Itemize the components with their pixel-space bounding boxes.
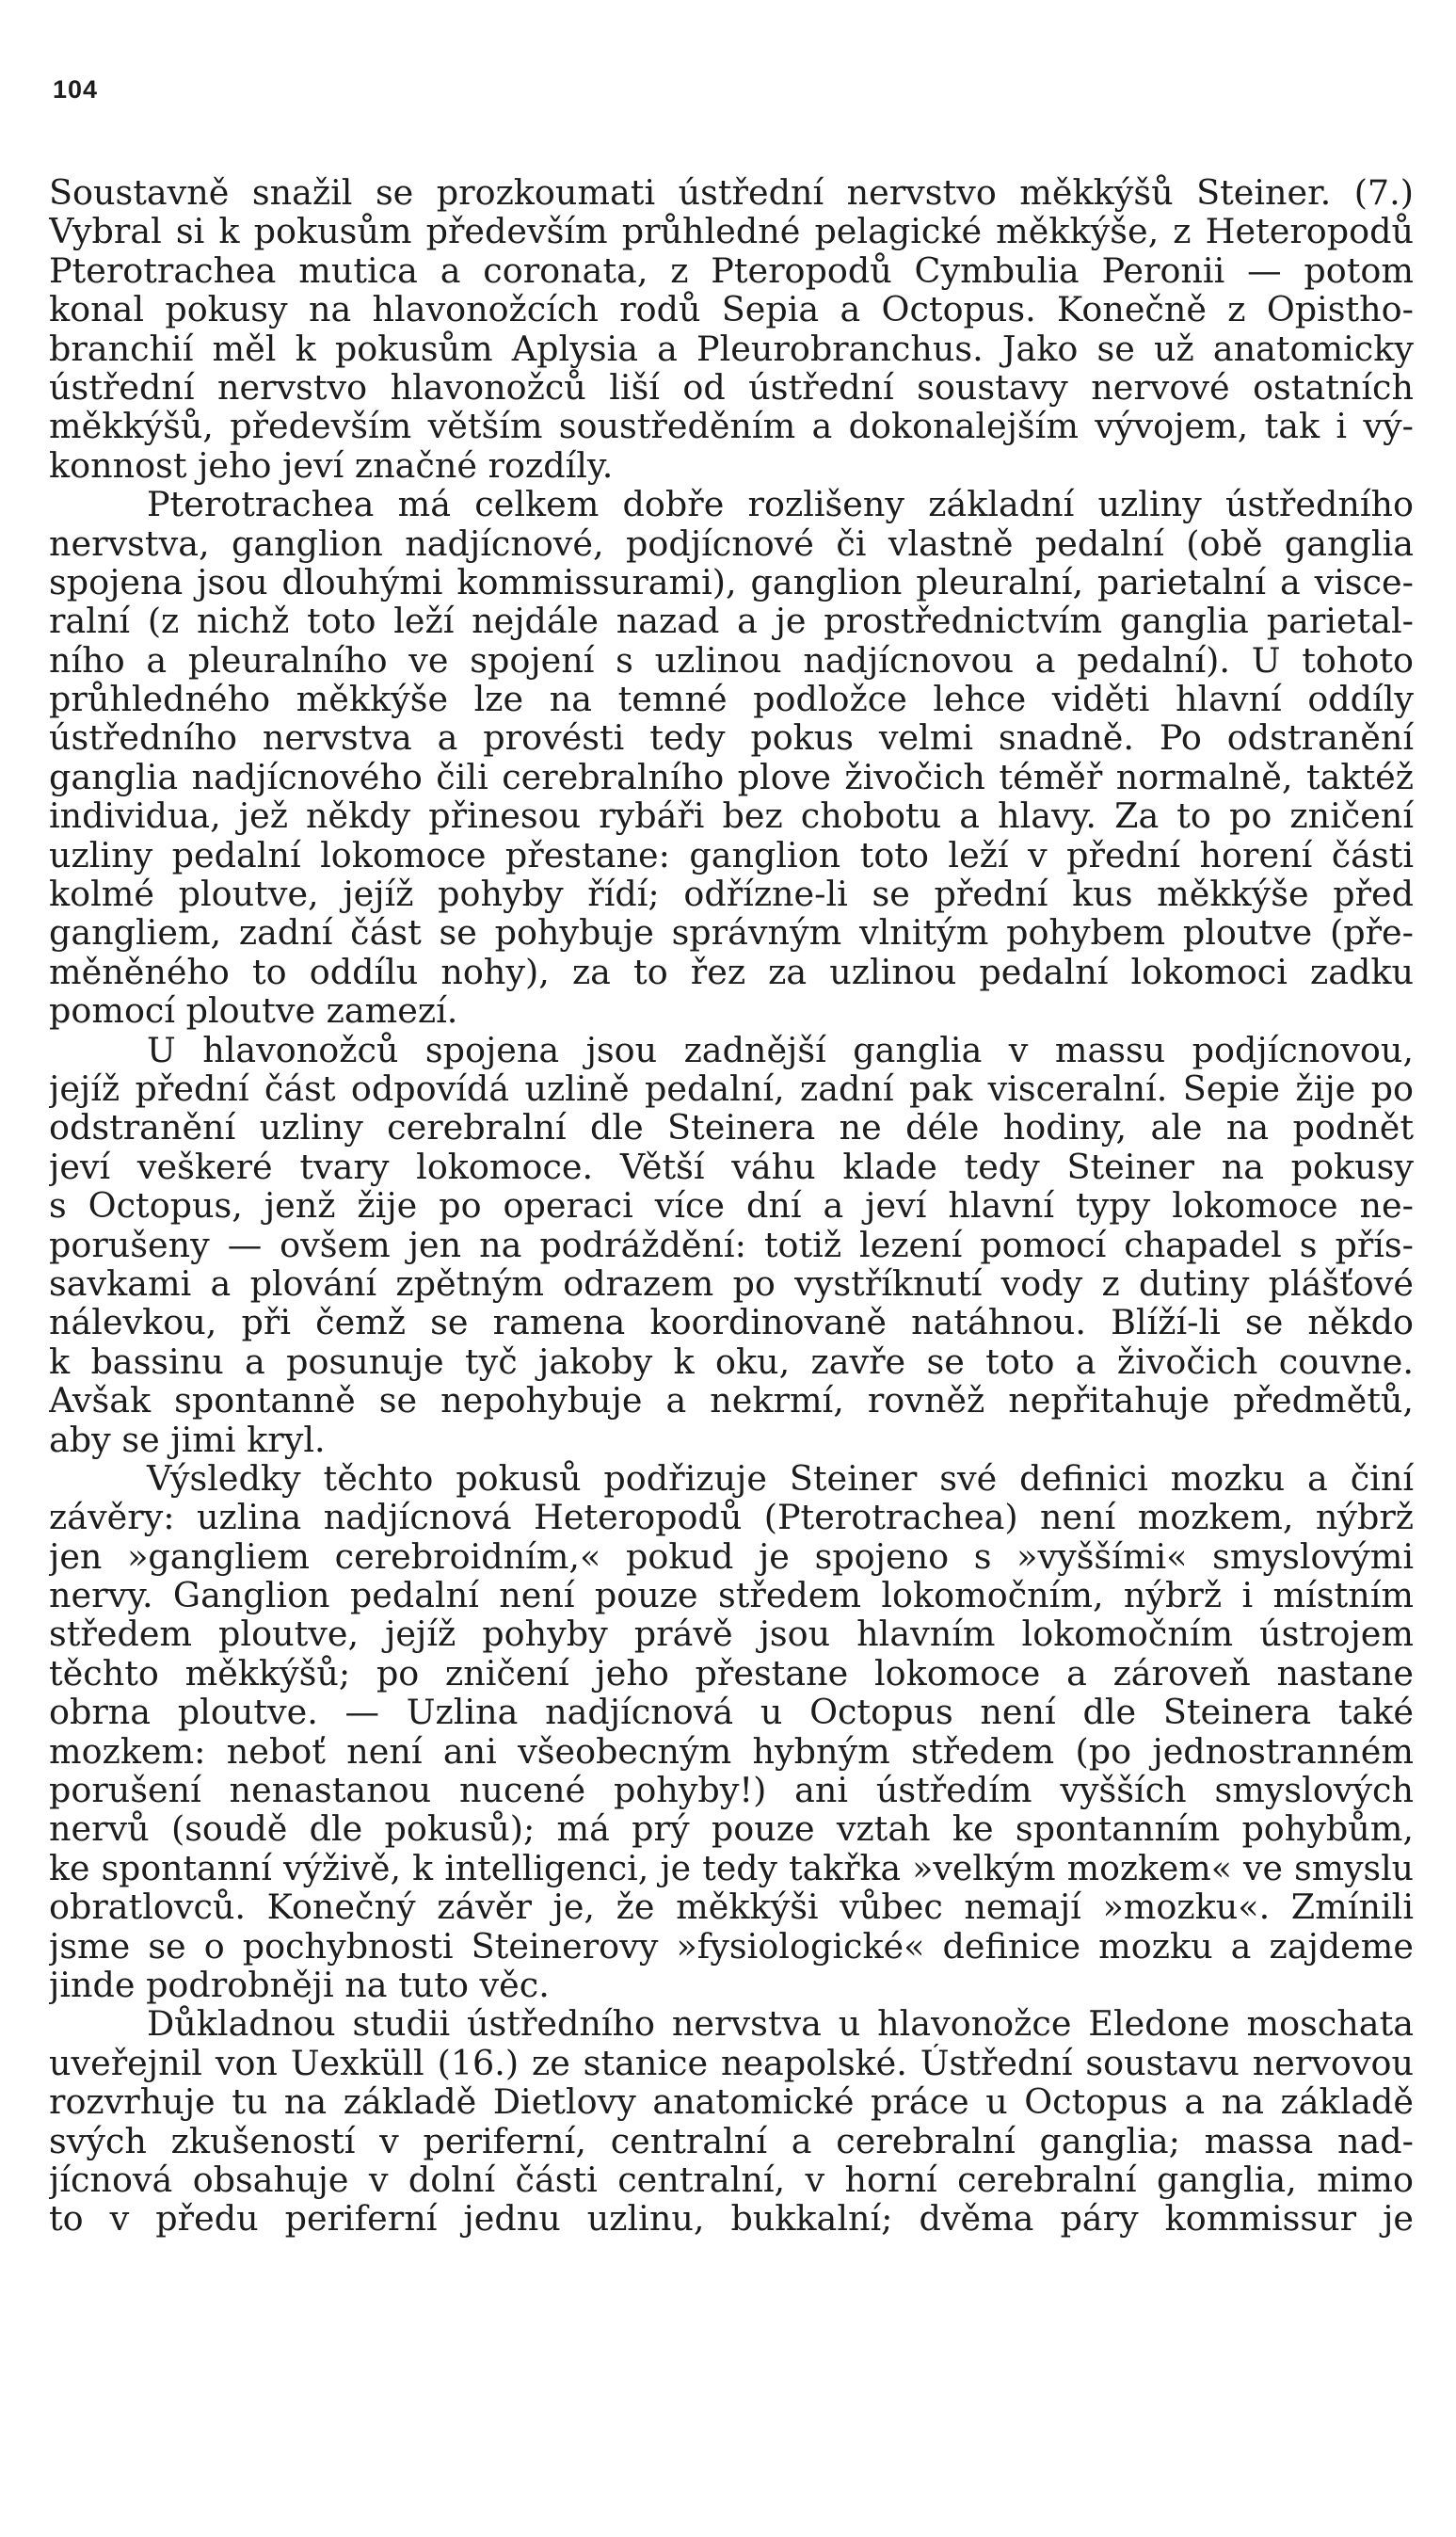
text-line: jinde podrobněji na tuto věc. bbox=[49, 1965, 550, 2005]
text-line: konal pokusy na hlavonožcích rodů Sepia a Octopus. Konečně z Opistho- bbox=[49, 290, 1414, 329]
text-line: k bassinu a posunuje tyč jakoby k oku, zavře se toto a živočich couvne. bbox=[49, 1341, 1414, 1382]
body-text bbox=[49, 173, 1414, 2239]
text-line: Důkladnou studii ústředního nervstva u hlavonožce Eledone moschata bbox=[147, 2004, 1414, 2044]
text-line: porušení nenastanou nucené pohyby!) ani ústředím vyšších smyslových bbox=[49, 1771, 1414, 1810]
text-line: Výsledky těchto pokusů podřizuje Steiner své definici mozku a činí bbox=[147, 1458, 1414, 1499]
text-line: porušeny — ovšem jen na podráždění: totiž lezení pomocí chapadel s přís- bbox=[49, 1225, 1414, 1264]
paragraph bbox=[49, 173, 1414, 485]
text-line: nervů (soudě dle pokusů); má prý pouze vztah ke spontanním pohybům, bbox=[49, 1809, 1414, 1849]
text-line: aby se jimi kryl. bbox=[49, 1420, 326, 1459]
text-line: jsme se o pochybnosti Steinerovy »fysiologické« definice mozku a zajdeme bbox=[49, 1926, 1414, 1966]
text-line: ústřední nervstvo hlavonožců liší od ústřední soustavy nervové ostatních bbox=[49, 367, 1414, 408]
text-line: ústředního nervstva a provésti tedy pokus velmi snadně. Po odstranění bbox=[49, 718, 1414, 758]
page-number: 104 bbox=[53, 75, 99, 104]
paragraph bbox=[49, 1031, 1414, 1459]
text-line: gangliem, zadní část se pohybuje správným vlnitým pohybem ploutve (pře- bbox=[49, 913, 1414, 953]
paragraph bbox=[49, 485, 1414, 1030]
paragraph bbox=[49, 1459, 1414, 2004]
text-line: pomocí ploutve zamezí. bbox=[49, 991, 458, 1031]
text-line: ke spontanní výživě, k intelligenci, je tedy takřka »velkým mozkem« ve smyslu bbox=[49, 1848, 1414, 1888]
text-line: nálevkou, při čemž se ramena koordinovaně natáhnou. Blíží-li se někdo bbox=[49, 1303, 1414, 1342]
text-line: Soustavně snažil se prozkoumati ústřední nervstvo měkkýšů Steiner. (7.) bbox=[49, 173, 1414, 213]
text-line: nervy. Ganglion pedalní není pouze středem lokomočním, nýbrž i místním bbox=[49, 1576, 1414, 1615]
text-line: individua, jež někdy přinesou rybáři bez chobotu a hlavy. Za to po zničení bbox=[49, 796, 1414, 836]
text-line: to v předu periferní jednu uzlinu, bukkalní; dvěma páry kommissur je bbox=[49, 2199, 1414, 2239]
text-line: jejíž přední část odpovídá uzlině pedalní, zadní pak visceralní. Sepie žije po bbox=[49, 1068, 1414, 1109]
text-line: uveřejnil von Uexküll (16.) ze stanice neapolské. Ústřední soustavu nervovou bbox=[49, 2043, 1414, 2083]
text-line: svých zkušeností v periferní, centralní a cerebralní ganglia; massa nad- bbox=[49, 2121, 1414, 2160]
text-line: závěry: uzlina nadjícnová Heteropodů (Pterotrachea) není mozkem, nýbrž bbox=[49, 1498, 1414, 1537]
text-line: branchií měl k pokusům Aplysia a Pleurobranchus. Jako se už anatomicky bbox=[49, 329, 1414, 368]
text-line: mozkem: neboť není ani všeobecným hybným středem (po jednostranném bbox=[49, 1731, 1414, 1772]
text-line: Vybral si k pokusům především průhledné pelagické měkkýše, z Heteropodů bbox=[49, 212, 1414, 251]
text-line: měněného to oddílu nohy), za to řez za uzlinou pedalní lokomoci zadku bbox=[49, 952, 1414, 992]
text-line: obratlovců. Konečný závěr je, že měkkýši vůbec nemají »mozku«. Zmínili bbox=[49, 1887, 1414, 1927]
text-line: konnost jeho jeví značné rozdíly. bbox=[49, 445, 614, 486]
text-line: jícnová obsahuje v dolní části centralní, v horní cerebralní ganglia, mimo bbox=[49, 2160, 1414, 2200]
text-line: ního a pleuralního ve spojení s uzlinou nadjícnovou a pedalní). U tohoto bbox=[49, 640, 1414, 681]
text-line: středem ploutve, jejíž pohyby právě jsou hlavním lokomočním ústrojem bbox=[49, 1614, 1414, 1654]
text-line: jen »gangliem cerebroidním,« pokud je spojeno s »vyššími« smyslovými bbox=[49, 1536, 1414, 1577]
text-line: měkkýšů, především větším soustředěním a dokonalejším vývojem, tak i vý- bbox=[49, 407, 1414, 446]
text-line: odstranění uzliny cerebralní dle Steinera ne déle hodiny, ale na podnět bbox=[49, 1108, 1414, 1148]
text-line: jeví veškeré tvary lokomoce. Větší váhu klade tedy Steiner na pokusy bbox=[49, 1147, 1414, 1187]
text-line: obrna ploutve. — Uzlina nadjícnová u Octopus není dle Steinera také bbox=[49, 1693, 1414, 1732]
text-line: savkami a plování zpětným odrazem po vystříknutí vody z dutiny plášťové bbox=[49, 1263, 1414, 1304]
text-line: s Octopus, jenž žije po operaci více dní a jeví hlavní typy lokomoce ne- bbox=[49, 1186, 1414, 1226]
text-line: uzliny pedalní lokomoce přestane: ganglion toto leží v přední horení části bbox=[49, 835, 1414, 875]
paragraph bbox=[49, 2004, 1414, 2238]
text-line: ganglia nadjícnového čili cerebralního plove živočich téměř normalně, taktéž bbox=[49, 757, 1414, 797]
text-line: Pterotrachea mutica a coronata, z Pteropodů Cymbulia Peronii — potom bbox=[49, 250, 1414, 291]
text-line: Avšak spontanně se nepohybuje a nekrmí, rovněž nepřitahuje předmětů, bbox=[49, 1381, 1414, 1421]
text-line: U hlavonožců spojena jsou zadnější ganglia v massu podjícnovou, bbox=[147, 1030, 1414, 1069]
text-line: Pterotrachea má celkem dobře rozlišeny základní uzliny ústředního bbox=[147, 485, 1414, 524]
text-line: průhledného měkkýše lze na temné podložce lehce viděti hlavní oddíly bbox=[49, 680, 1414, 719]
text-line: ralní (z nichž toto leží nejdále nazad a je prostřednictvím ganglia parietal- bbox=[49, 602, 1414, 641]
text-line: spojena jsou dlouhými kommissurami), ganglion pleuralní, parietalní a visce- bbox=[49, 562, 1414, 602]
text-line: nervstva, ganglion nadjícnové, podjícnové či vlastně pedalní (obě ganglia bbox=[49, 523, 1414, 563]
text-line: těchto měkkýšů; po zničení jeho přestane lokomoce a zároveň nastane bbox=[49, 1653, 1414, 1694]
text-line: rozvrhuje tu na základě Dietlovy anatomické práce u Octopus a na základě bbox=[49, 2082, 1414, 2122]
text-line: kolmé ploutve, jejíž pohyby řídí; odřízne-li se přední kus měkkýše před bbox=[49, 875, 1414, 914]
